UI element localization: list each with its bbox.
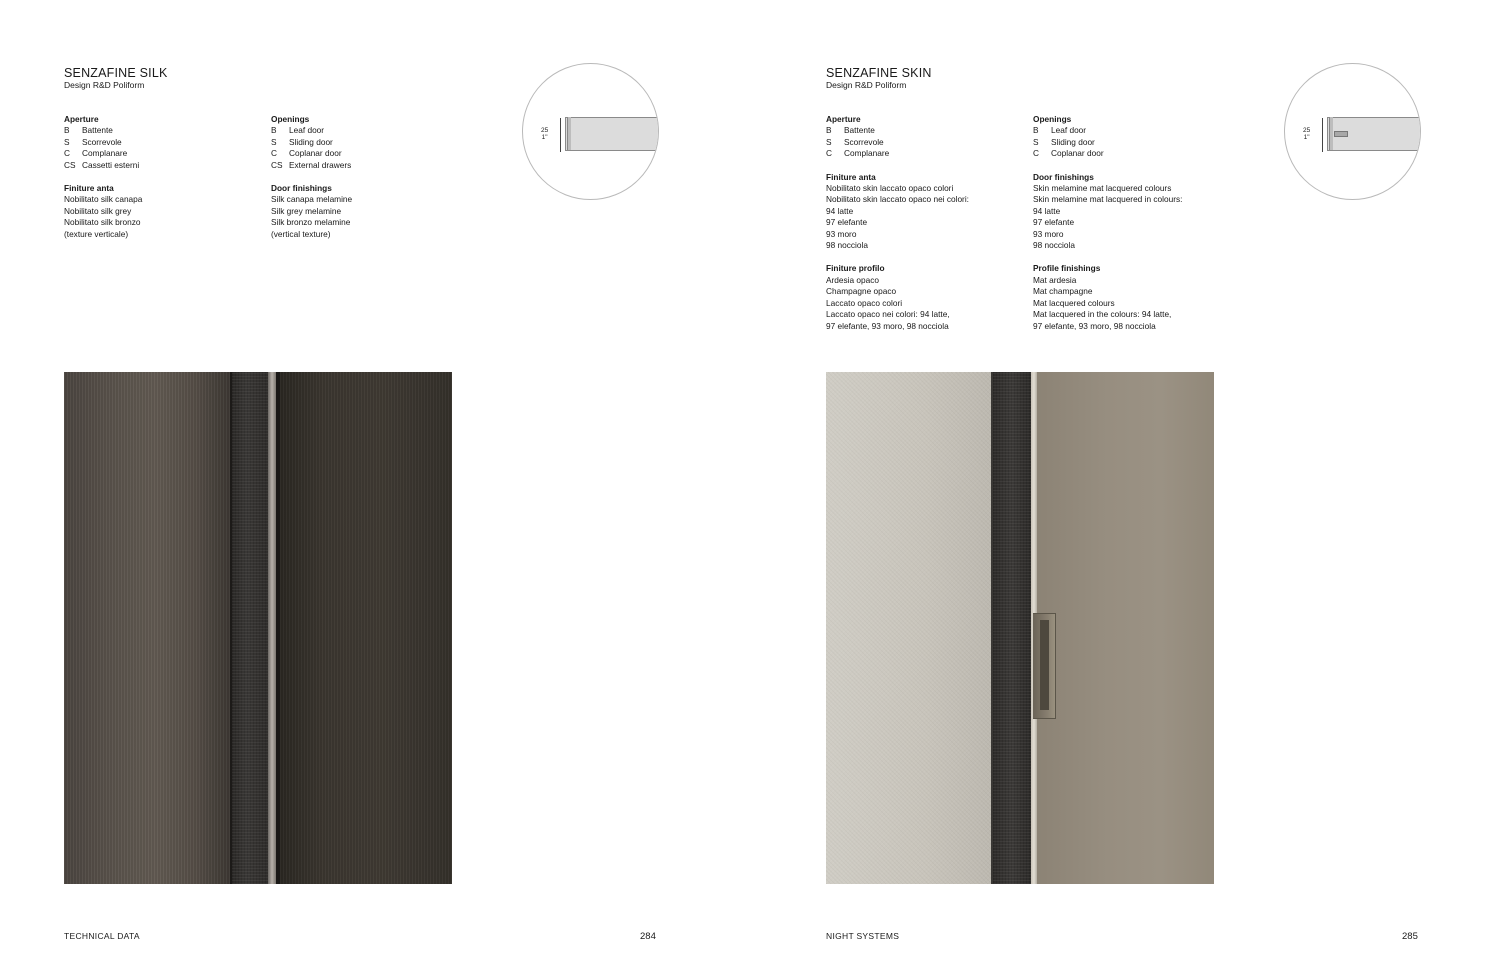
openings-heading: Openings — [271, 114, 310, 124]
list-item: 98 nocciola — [826, 240, 868, 251]
list-item: Mat champagne — [1033, 286, 1093, 297]
profile-section-diagram — [1284, 63, 1421, 200]
left-page — [0, 0, 742, 968]
door-edge-shape — [1329, 117, 1333, 150]
list-item: 97 elefante — [826, 217, 868, 228]
page-title: SENZAFINE SILK — [64, 66, 168, 80]
list-item: Mat lacquered in the colours: 94 latte, — [1033, 309, 1172, 320]
list-item: Nobilitato silk bronzo — [64, 217, 141, 228]
list-item: Laccato opaco nei colori: 94 latte, — [826, 309, 950, 320]
list-item: Silk canapa melamine — [271, 194, 353, 205]
list-item: Mat lacquered colours — [1033, 297, 1115, 308]
skin-door-photo — [826, 372, 1214, 884]
section-label: NIGHT SYSTEMS — [826, 931, 900, 941]
designer-credit: Design R&D Poliform — [64, 80, 145, 90]
list-item: C Complanare — [826, 148, 890, 159]
aperture-heading: Aperture — [826, 114, 861, 124]
page-number: 285 — [1402, 931, 1418, 942]
page-title: SENZAFINE SKIN — [826, 66, 932, 80]
openings-list — [271, 125, 471, 171]
aperture-heading: Aperture — [64, 114, 99, 124]
list-item: 94 latte — [1033, 205, 1061, 216]
openings-heading: Openings — [1033, 114, 1072, 124]
list-item: Skin melamine mat lacquered in colours: — [1033, 194, 1183, 205]
list-item: 93 moro — [826, 228, 857, 239]
list-item: C Coplanar door — [1033, 148, 1104, 159]
dimension-line — [560, 118, 561, 152]
list-item: S Sliding door — [1033, 136, 1095, 147]
section-label: TECHNICAL DATA — [64, 931, 140, 941]
list-item: 98 nocciola — [1033, 240, 1075, 251]
finiture-anta-heading: Finiture anta — [64, 183, 114, 194]
english-spec-column — [1033, 114, 1233, 332]
dimension-label: 25 1" — [1303, 127, 1311, 141]
list-item: B Leaf door — [1033, 125, 1087, 136]
list-item: B Leaf door — [271, 125, 325, 136]
list-item: S Sliding door — [271, 136, 333, 147]
list-item: Nobilitato silk canapa — [64, 194, 143, 205]
list-item: (texture verticale) — [64, 228, 129, 239]
aperture-list — [64, 125, 264, 171]
finiture-profilo-heading: Finiture profilo — [826, 263, 885, 274]
dimension-line — [1322, 118, 1323, 152]
english-spec-column — [271, 114, 471, 240]
list-item: C Coplanar door — [271, 148, 342, 159]
list-item: 97 elefante, 93 moro, 98 nocciola — [1033, 320, 1156, 331]
door-finishings-heading: Door finishings — [1033, 171, 1094, 182]
list-item: Nobilitato skin laccato opaco colori — [826, 183, 954, 194]
list-item: Silk bronzo melamine — [271, 217, 351, 228]
finiture-anta-heading: Finiture anta — [826, 171, 876, 182]
italian-spec-column — [64, 114, 264, 240]
list-item: 94 latte — [826, 205, 854, 216]
list-item: B Battente — [64, 125, 113, 136]
designer-credit: Design R&D Poliform — [826, 80, 907, 90]
profile-tab-shape — [1334, 131, 1348, 137]
list-item: Nobilitato skin laccato opaco nei colori: — [826, 194, 969, 205]
list-item: Champagne opaco — [826, 286, 897, 297]
list-item: 93 moro — [1033, 228, 1064, 239]
list-item: S Scorrevole — [826, 136, 884, 147]
right-page — [762, 0, 1485, 968]
list-item: CS External drawers — [271, 159, 352, 170]
list-item: 97 elefante, 93 moro, 98 nocciola — [826, 320, 949, 331]
italian-spec-column — [826, 114, 1026, 332]
list-item: Silk grey melamine — [271, 205, 342, 216]
list-item: S Scorrevole — [64, 136, 122, 147]
profile-finishings-heading: Profile finishings — [1033, 263, 1101, 274]
page-number: 284 — [640, 931, 656, 942]
dimension-label: 25 1" — [541, 127, 549, 141]
door-finishings-heading: Door finishings — [271, 183, 332, 194]
list-item: Laccato opaco colori — [826, 297, 903, 308]
door-edge-shape — [567, 117, 571, 150]
list-item: C Complanare — [64, 148, 128, 159]
profile-section-diagram — [522, 63, 659, 200]
list-item: (vertical texture) — [271, 228, 331, 239]
list-item: B Battente — [826, 125, 875, 136]
list-item: Skin melamine mat lacquered colours — [1033, 183, 1172, 194]
list-item: Nobilitato silk grey — [64, 205, 132, 216]
door-profile-shape — [565, 117, 659, 151]
list-item: 97 elefante — [1033, 217, 1075, 228]
list-item: CS Cassetti esterni — [64, 159, 140, 170]
list-item: Ardesia opaco — [826, 274, 880, 285]
list-item: Mat ardesia — [1033, 274, 1077, 285]
silk-door-photo — [64, 372, 452, 884]
